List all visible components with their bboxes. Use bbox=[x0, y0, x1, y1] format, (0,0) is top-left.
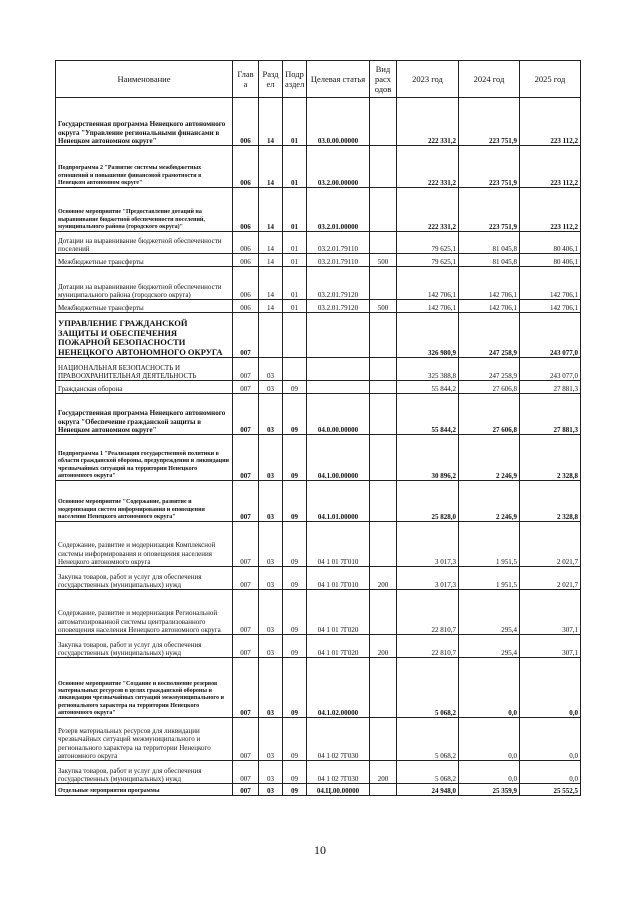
cell-amount-2025: 80 406,1 bbox=[520, 232, 581, 254]
table-row bbox=[56, 718, 581, 761]
page-number: 10 bbox=[314, 843, 326, 857]
cell-name: Подпрограмма 2 "Развитие системы межбюджетных отношений и повышение финансовой грамотности в Ненецком автономном округе" bbox=[56, 146, 233, 188]
cell-amount-2025: 0,0 bbox=[520, 718, 581, 761]
cell-podrazdel: 09 bbox=[283, 590, 307, 635]
cell-glava: 006 bbox=[233, 300, 259, 313]
table-row bbox=[56, 658, 581, 718]
cell-amount-2023: 142 706,1 bbox=[397, 300, 459, 313]
cell-amount-2025: 307,1 bbox=[520, 635, 581, 658]
header-2025: 2025 год bbox=[520, 61, 581, 98]
cell-amount-2024: 223 751,9 bbox=[459, 98, 520, 146]
cell-name: Закупка товаров, работ и услуг для обеспечения государственных (муниципальных) нужд bbox=[56, 761, 233, 784]
cell-target: 04 1 01 7Г020 bbox=[307, 590, 370, 635]
cell-name: НАЦИОНАЛЬНАЯ БЕЗОПАСНОСТЬ И ПРАВООХРАНИТЕЛЬНАЯ ДЕЯТЕЛЬНОСТЬ bbox=[56, 358, 233, 381]
cell-vid bbox=[370, 784, 397, 796]
cell-razdel: 14 bbox=[259, 254, 283, 267]
cell-glava: 007 bbox=[233, 761, 259, 784]
header-glava: Глав а bbox=[233, 61, 259, 98]
cell-glava: 007 bbox=[233, 590, 259, 635]
cell-glava: 007 bbox=[233, 567, 259, 590]
cell-podrazdel: 09 bbox=[283, 658, 307, 718]
cell-vid bbox=[370, 381, 397, 394]
cell-amount-2023: 326 980,9 bbox=[397, 313, 459, 358]
cell-podrazdel: 09 bbox=[283, 435, 307, 481]
header-name: Наименование bbox=[56, 61, 233, 98]
cell-podrazdel: 09 bbox=[283, 481, 307, 522]
cell-razdel: 03 bbox=[259, 761, 283, 784]
cell-name: Дотации на выравнивание бюджетной обеспеченности поселений bbox=[56, 232, 233, 254]
cell-vid bbox=[370, 658, 397, 718]
cell-target: 04.1.00.00000 bbox=[307, 435, 370, 481]
table-row bbox=[56, 381, 581, 394]
cell-name: Основное мероприятие "Создание и восполнение резервов материальных ресурсов в целях гражданской обороны и ликвидации чрезвычайных ситуаций межмуниципального и регионального характера на территории Ненецкого автономного округа" bbox=[56, 658, 233, 718]
cell-vid bbox=[370, 481, 397, 522]
cell-vid bbox=[370, 98, 397, 146]
cell-amount-2024: 142 706,1 bbox=[459, 300, 520, 313]
cell-glava: 006 bbox=[233, 232, 259, 254]
cell-podrazdel: 09 bbox=[283, 381, 307, 394]
cell-razdel: 03 bbox=[259, 435, 283, 481]
cell-amount-2025: 2 021,7 bbox=[520, 567, 581, 590]
cell-target: 04 1 02 7Г030 bbox=[307, 761, 370, 784]
cell-podrazdel bbox=[283, 358, 307, 381]
cell-name: Основное мероприятие "Содержание, развитие и модернизация систем информирования и оповещения населения Ненецкого автономного округа" bbox=[56, 481, 233, 522]
table-row bbox=[56, 522, 581, 567]
cell-razdel: 14 bbox=[259, 267, 283, 300]
cell-vid bbox=[370, 522, 397, 567]
cell-amount-2024: 0,0 bbox=[459, 718, 520, 761]
cell-amount-2024: 0,0 bbox=[459, 658, 520, 718]
cell-amount-2023: 142 706,1 bbox=[397, 267, 459, 300]
header-target: Целевая статья bbox=[307, 61, 370, 98]
table-row bbox=[56, 267, 581, 300]
table-row bbox=[56, 784, 581, 796]
cell-name: Межбюджетные трансферты bbox=[56, 254, 233, 267]
cell-amount-2025: 243 077,0 bbox=[520, 313, 581, 358]
cell-amount-2023: 79 625,1 bbox=[397, 254, 459, 267]
cell-glava: 006 bbox=[233, 146, 259, 188]
cell-vid bbox=[370, 313, 397, 358]
cell-glava: 006 bbox=[233, 254, 259, 267]
budget-table-container bbox=[55, 60, 580, 796]
cell-amount-2025: 2 021,7 bbox=[520, 522, 581, 567]
cell-amount-2024: 295,4 bbox=[459, 590, 520, 635]
cell-target: 04.1.01.00000 bbox=[307, 481, 370, 522]
cell-amount-2023: 79 625,1 bbox=[397, 232, 459, 254]
cell-glava: 007 bbox=[233, 784, 259, 796]
cell-amount-2025: 27 881,3 bbox=[520, 381, 581, 394]
cell-amount-2023: 222 331,2 bbox=[397, 98, 459, 146]
cell-glava: 007 bbox=[233, 313, 259, 358]
table-row bbox=[56, 300, 581, 313]
cell-amount-2023: 222 331,2 bbox=[397, 188, 459, 232]
cell-vid: 200 bbox=[370, 635, 397, 658]
cell-name: Резерв материальных ресурсов для ликвидации чрезвычайных ситуаций межмуниципального и регионального характера на территории Ненецкого автономного округа bbox=[56, 718, 233, 761]
cell-vid: 200 bbox=[370, 761, 397, 784]
cell-glava: 007 bbox=[233, 635, 259, 658]
cell-glava: 007 bbox=[233, 358, 259, 381]
cell-amount-2023: 325 388,8 bbox=[397, 358, 459, 381]
cell-vid: 200 bbox=[370, 567, 397, 590]
header-podrazdel: Подр аздел bbox=[283, 61, 307, 98]
cell-name: Содержание, развитие и модернизация Комплексной системы информирования и оповещения населения Ненецкого автономного округа bbox=[56, 522, 233, 567]
table-row bbox=[56, 313, 581, 358]
cell-amount-2024: 2 246,9 bbox=[459, 481, 520, 522]
cell-razdel: 14 bbox=[259, 146, 283, 188]
cell-name: Закупка товаров, работ и услуг для обеспечения государственных (муниципальных) нужд bbox=[56, 635, 233, 658]
cell-target: 03.2.00.00000 bbox=[307, 146, 370, 188]
cell-amount-2024: 223 751,9 bbox=[459, 188, 520, 232]
cell-razdel: 14 bbox=[259, 232, 283, 254]
cell-target: 03.2.01.79120 bbox=[307, 267, 370, 300]
cell-name: Отдельные мероприятия программы bbox=[56, 784, 233, 796]
cell-target: 04.0.00.00000 bbox=[307, 394, 370, 435]
cell-razdel: 03 bbox=[259, 784, 283, 796]
table-row bbox=[56, 232, 581, 254]
cell-amount-2025: 2 328,8 bbox=[520, 481, 581, 522]
cell-podrazdel: 09 bbox=[283, 784, 307, 796]
cell-razdel: 03 bbox=[259, 394, 283, 435]
table-row bbox=[56, 254, 581, 267]
table-row bbox=[56, 188, 581, 232]
cell-name: Содержание, развитие и модернизация Региональной автоматизированной системы централизованного оповещения населения Ненецкого автономного округа bbox=[56, 590, 233, 635]
cell-amount-2023: 25 828,0 bbox=[397, 481, 459, 522]
cell-vid bbox=[370, 435, 397, 481]
header-row bbox=[56, 61, 581, 98]
header-2024: 2024 год bbox=[459, 61, 520, 98]
cell-amount-2023: 3 017,3 bbox=[397, 567, 459, 590]
cell-amount-2024: 2 246,9 bbox=[459, 435, 520, 481]
cell-target: 03.0.00.00000 bbox=[307, 98, 370, 146]
cell-target: 03.2.01.79110 bbox=[307, 232, 370, 254]
cell-amount-2023: 24 948,0 bbox=[397, 784, 459, 796]
cell-amount-2023: 22 810,7 bbox=[397, 590, 459, 635]
cell-razdel: 03 bbox=[259, 590, 283, 635]
cell-amount-2024: 1 951,5 bbox=[459, 567, 520, 590]
cell-name: Государственная программа Ненецкого автономного округа "Обеспечение гражданской защиты в Ненецком автономном округе" bbox=[56, 394, 233, 435]
cell-razdel: 14 bbox=[259, 188, 283, 232]
header-razdel: Разд ел bbox=[259, 61, 283, 98]
cell-podrazdel: 01 bbox=[283, 254, 307, 267]
cell-amount-2025: 0,0 bbox=[520, 761, 581, 784]
cell-razdel: 03 bbox=[259, 381, 283, 394]
table-row bbox=[56, 98, 581, 146]
cell-amount-2024: 81 045,8 bbox=[459, 254, 520, 267]
cell-amount-2024: 0,0 bbox=[459, 761, 520, 784]
table-row bbox=[56, 146, 581, 188]
cell-name: УПРАВЛЕНИЕ ГРАЖДАНСКОЙ ЗАЩИТЫ И ОБЕСПЕЧЕНИЯ ПОЖАРНОЙ БЕЗОПАСНОСТИ НЕНЕЦКОГО АВТОНОМНОГО ОКРУГА bbox=[56, 313, 233, 358]
cell-vid bbox=[370, 590, 397, 635]
cell-podrazdel: 09 bbox=[283, 522, 307, 567]
table-body bbox=[56, 98, 581, 796]
cell-amount-2025: 142 706,1 bbox=[520, 267, 581, 300]
cell-razdel: 03 bbox=[259, 358, 283, 381]
cell-name: Подпрограмма 1 "Реализация государственной политики в области гражданской обороны, предупреждения и ликвидации чрезвычайных ситуаций на территории Ненецкого автономного округа" bbox=[56, 435, 233, 481]
cell-target bbox=[307, 381, 370, 394]
table-row bbox=[56, 435, 581, 481]
cell-glava: 007 bbox=[233, 435, 259, 481]
cell-vid bbox=[370, 232, 397, 254]
cell-podrazdel: 01 bbox=[283, 267, 307, 300]
cell-amount-2025: 25 552,5 bbox=[520, 784, 581, 796]
cell-glava: 007 bbox=[233, 522, 259, 567]
cell-podrazdel: 09 bbox=[283, 635, 307, 658]
cell-amount-2024: 81 045,8 bbox=[459, 232, 520, 254]
cell-amount-2023: 22 810,7 bbox=[397, 635, 459, 658]
cell-amount-2024: 295,4 bbox=[459, 635, 520, 658]
cell-amount-2024: 247 258,9 bbox=[459, 313, 520, 358]
cell-target: 04 1 01 7Г020 bbox=[307, 635, 370, 658]
cell-amount-2023: 30 896,2 bbox=[397, 435, 459, 481]
cell-razdel: 03 bbox=[259, 522, 283, 567]
cell-podrazdel: 01 bbox=[283, 146, 307, 188]
cell-podrazdel bbox=[283, 313, 307, 358]
cell-podrazdel: 09 bbox=[283, 567, 307, 590]
cell-target: 04 1 01 7Г010 bbox=[307, 522, 370, 567]
table-row bbox=[56, 358, 581, 381]
cell-vid bbox=[370, 267, 397, 300]
cell-target bbox=[307, 358, 370, 381]
cell-amount-2025: 80 406,1 bbox=[520, 254, 581, 267]
budget-table bbox=[55, 60, 581, 796]
cell-razdel: 03 bbox=[259, 567, 283, 590]
cell-target: 04.1.02.00000 bbox=[307, 658, 370, 718]
cell-amount-2023: 55 844,2 bbox=[397, 394, 459, 435]
cell-target: 03.2.01.00000 bbox=[307, 188, 370, 232]
cell-vid bbox=[370, 188, 397, 232]
cell-vid bbox=[370, 718, 397, 761]
cell-amount-2025: 223 112,2 bbox=[520, 98, 581, 146]
cell-amount-2024: 142 706,1 bbox=[459, 267, 520, 300]
cell-amount-2024: 247 258,9 bbox=[459, 358, 520, 381]
table-row bbox=[56, 590, 581, 635]
cell-podrazdel: 01 bbox=[283, 98, 307, 146]
cell-vid bbox=[370, 358, 397, 381]
cell-glava: 007 bbox=[233, 381, 259, 394]
cell-razdel: 03 bbox=[259, 635, 283, 658]
cell-amount-2024: 27 606,8 bbox=[459, 394, 520, 435]
table-row bbox=[56, 761, 581, 784]
cell-amount-2025: 27 881,3 bbox=[520, 394, 581, 435]
cell-target: 04.Ц.00.00000 bbox=[307, 784, 370, 796]
cell-podrazdel: 01 bbox=[283, 232, 307, 254]
cell-podrazdel: 09 bbox=[283, 394, 307, 435]
cell-target bbox=[307, 313, 370, 358]
cell-target: 04 1 01 7Г010 bbox=[307, 567, 370, 590]
cell-glava: 007 bbox=[233, 658, 259, 718]
cell-amount-2023: 5 068,2 bbox=[397, 718, 459, 761]
cell-amount-2024: 1 951,5 bbox=[459, 522, 520, 567]
cell-razdel: 03 bbox=[259, 481, 283, 522]
table-row bbox=[56, 567, 581, 590]
cell-amount-2025: 142 706,1 bbox=[520, 300, 581, 313]
cell-glava: 007 bbox=[233, 481, 259, 522]
cell-name: Дотации на выравнивание бюджетной обеспеченности муниципального района (городского округа) bbox=[56, 267, 233, 300]
cell-podrazdel: 09 bbox=[283, 761, 307, 784]
cell-amount-2024: 223 751,9 bbox=[459, 146, 520, 188]
cell-name: Закупка товаров, работ и услуг для обеспечения государственных (муниципальных) нужд bbox=[56, 567, 233, 590]
cell-vid: 500 bbox=[370, 254, 397, 267]
cell-amount-2025: 223 112,2 bbox=[520, 188, 581, 232]
cell-razdel: 03 bbox=[259, 718, 283, 761]
cell-razdel: 14 bbox=[259, 300, 283, 313]
cell-amount-2023: 3 017,3 bbox=[397, 522, 459, 567]
cell-name: Государственная программа Ненецкого автономного округа "Управление региональными финансами в Ненецком автономном округе" bbox=[56, 98, 233, 146]
cell-name: Основное мероприятие "Предоставление дотаций на выравнивание бюджетной обеспеченности поселений, муниципального района (городского округа)" bbox=[56, 188, 233, 232]
table-row bbox=[56, 481, 581, 522]
cell-amount-2023: 55 844,2 bbox=[397, 381, 459, 394]
cell-amount-2025: 307,1 bbox=[520, 590, 581, 635]
cell-amount-2025: 243 077,0 bbox=[520, 358, 581, 381]
header-2023: 2023 год bbox=[397, 61, 459, 98]
cell-target: 04 1 02 7Г030 bbox=[307, 718, 370, 761]
cell-podrazdel: 09 bbox=[283, 718, 307, 761]
header-vid: Вид расх одов bbox=[370, 61, 397, 98]
cell-name: Гражданская оборона bbox=[56, 381, 233, 394]
cell-razdel: 03 bbox=[259, 658, 283, 718]
table-row bbox=[56, 394, 581, 435]
cell-vid: 500 bbox=[370, 300, 397, 313]
cell-name: Межбюджетные трансферты bbox=[56, 300, 233, 313]
cell-vid bbox=[370, 394, 397, 435]
cell-amount-2025: 0,0 bbox=[520, 658, 581, 718]
cell-glava: 006 bbox=[233, 188, 259, 232]
cell-amount-2025: 2 328,8 bbox=[520, 435, 581, 481]
cell-glava: 006 bbox=[233, 98, 259, 146]
cell-target: 03.2.01.79120 bbox=[307, 300, 370, 313]
cell-amount-2024: 25 359,9 bbox=[459, 784, 520, 796]
cell-glava: 007 bbox=[233, 394, 259, 435]
cell-vid bbox=[370, 146, 397, 188]
cell-amount-2023: 222 331,2 bbox=[397, 146, 459, 188]
cell-amount-2024: 27 606,8 bbox=[459, 381, 520, 394]
cell-amount-2023: 5 068,2 bbox=[397, 658, 459, 718]
table-row bbox=[56, 635, 581, 658]
cell-amount-2025: 223 112,2 bbox=[520, 146, 581, 188]
cell-podrazdel: 01 bbox=[283, 300, 307, 313]
cell-glava: 007 bbox=[233, 718, 259, 761]
cell-glava: 006 bbox=[233, 267, 259, 300]
cell-amount-2023: 5 068,2 bbox=[397, 761, 459, 784]
cell-target: 03.2.01.79110 bbox=[307, 254, 370, 267]
cell-podrazdel: 01 bbox=[283, 188, 307, 232]
cell-razdel bbox=[259, 313, 283, 358]
cell-razdel: 14 bbox=[259, 98, 283, 146]
